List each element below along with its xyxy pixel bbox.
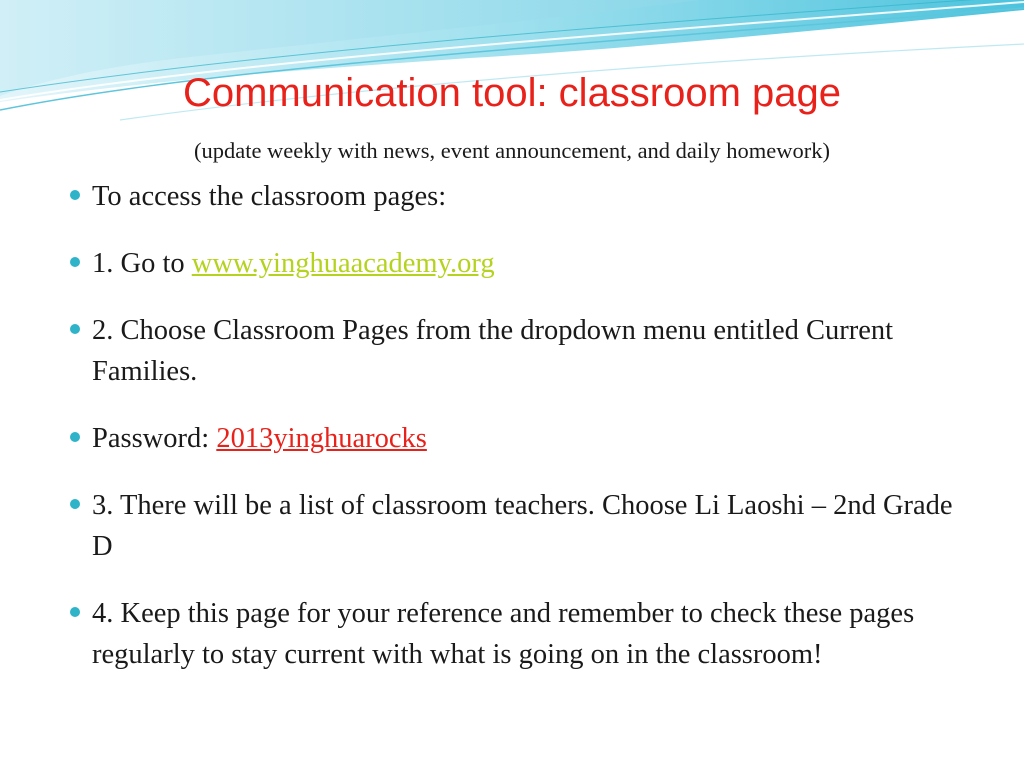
website-link[interactable]: www.yinghuaacademy.org xyxy=(191,248,495,279)
bullet-dot-icon xyxy=(70,432,80,442)
bullet-list xyxy=(66,176,966,701)
list-item xyxy=(66,593,966,675)
bullet-text: 2. Choose Classroom Pages from the dropdown menu entitled Current Families. xyxy=(92,315,894,387)
bullet-dot-icon xyxy=(70,499,80,509)
bullet-text: 4. Keep this page for your reference and remember to check these pages regularly to stay current with what is going on in the classroom! xyxy=(92,598,915,670)
password-link[interactable]: 2013yinghuarocks xyxy=(216,423,427,454)
bullet-dot-icon xyxy=(70,257,80,267)
bullet-dot-icon xyxy=(70,324,80,334)
list-item xyxy=(66,418,966,459)
bullet-text: 1. Go to xyxy=(92,248,192,279)
bullet-dot-icon xyxy=(70,607,80,617)
bullet-text: 3. There will be a list of classroom teachers. Choose Li Laoshi – 2nd Grade D xyxy=(92,490,953,562)
list-item xyxy=(66,310,966,392)
list-item xyxy=(66,243,966,284)
list-item xyxy=(66,176,966,217)
bullet-dot-icon xyxy=(70,190,80,200)
slide-title: Communication tool: classroom page xyxy=(182,71,842,115)
bullet-text: Password: xyxy=(92,423,217,454)
list-item xyxy=(66,485,966,567)
slide-subtitle: (update weekly with news, event announcement, and daily homework) xyxy=(193,138,831,163)
bullet-text: To access the classroom pages: xyxy=(92,181,447,212)
